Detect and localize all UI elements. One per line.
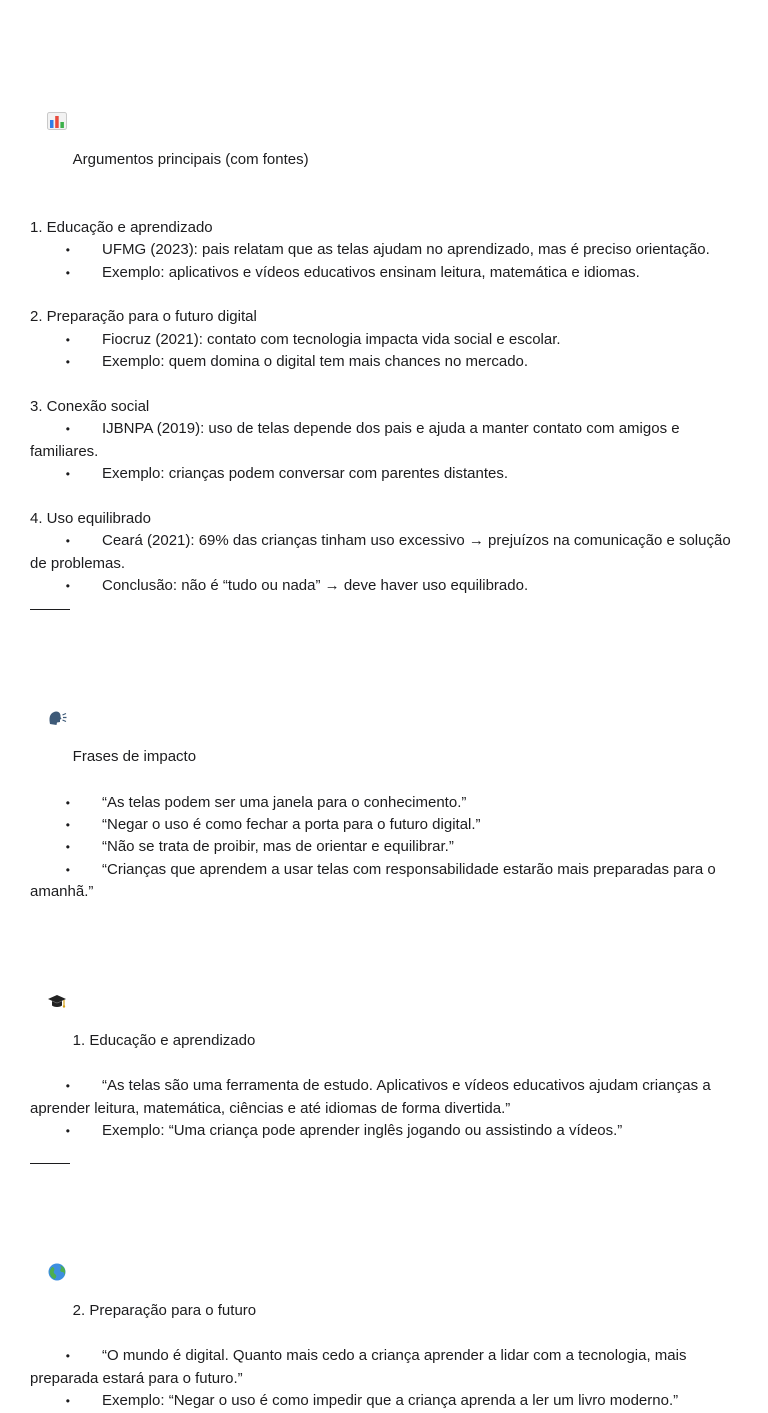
bullet-item: • Exemplo: “Uma criança pode aprender inglês jogando ou assistindo a vídeos.”: [65, 1122, 623, 1140]
bullet-item: • Exemplo: quem domina o digital tem mais chances no mercado.: [65, 353, 529, 371]
section-title-education: [30, 926, 742, 1075]
section-title-arguments: [30, 45, 742, 194]
section-title-text: 2. Preparação para o futuro: [72, 1302, 257, 1320]
bullet-item: • “Negar o uso é como fechar a porta para o futuro digital.”: [65, 815, 481, 833]
bullet-item: • “Crianças que aprendem a usar telas com responsabilidade estarão mais preparadas para o amanhã.”: [30, 860, 716, 901]
section-title-text: 1. Educação e aprendizado: [72, 1032, 256, 1050]
section-title-quotes: [30, 642, 742, 791]
bullet-item: • “Não se trata de proibir, mas de orientar e equilibrar.”: [65, 838, 454, 856]
bullet-item: • Ceará (2021): 69% das crianças tinham uso excessivo → prejuízos na comunicação e solução de problemas.: [30, 532, 731, 572]
bullet-item: • Exemplo: crianças podem conversar com parentes distantes.: [65, 465, 509, 483]
section-title-text: Argumentos principais (com fontes): [72, 151, 309, 169]
argument-heading: 4. Uso equilibrado: [30, 510, 151, 528]
section-title-future: [30, 1196, 742, 1345]
bullet-item: • Conclusão: não é “tudo ou nada” → deve haver uso equilibrado.: [65, 577, 529, 595]
argument-heading: 2. Preparação para o futuro digital: [30, 308, 257, 326]
bullet-item: • Fiocruz (2021): contato com tecnologia impacta vida social e escolar.: [65, 330, 561, 348]
argument-heading: 1. Educação e aprendizado: [30, 218, 213, 236]
bullet-item: • IJBNPA (2019): uso de telas depende dos pais e ajuda a manter contato com amigos e familiares.: [30, 420, 680, 460]
bullet-item: • Exemplo: “Negar o uso é como impedir que a criança aprenda a ler um livro moderno.”: [65, 1392, 679, 1410]
bullet-item: • UFMG (2023): pais relatam que as telas ajudam no aprendizado, mas é preciso orientação.: [65, 241, 710, 259]
divider: [30, 609, 70, 610]
globe-icon: [47, 1218, 67, 1236]
bullet-item: • Exemplo: aplicativos e vídeos educativos ensinam leitura, matemática e idiomas.: [65, 263, 640, 281]
document: [30, 45, 742, 1413]
bullet-item: • “As telas são uma ferramenta de estudo. Aplicativos e vídeos educativos ajudam crianças a aprender leitura, matemática, ciências e até idiomas de forma divertida.”: [30, 1077, 711, 1117]
bar-chart-icon: [47, 67, 67, 85]
divider: [30, 1163, 70, 1164]
bullet-item: • “O mundo é digital. Quanto mais cedo a criança aprender a lidar com a tecnologia, mais preparada estará para o futuro.”: [30, 1347, 687, 1387]
argument-heading: 3. Conexão social: [30, 398, 150, 416]
section-title-text: Frases de impacto: [72, 748, 197, 766]
speaking-head-icon: [47, 664, 67, 682]
bullet-item: • “As telas podem ser uma janela para o conhecimento.”: [65, 793, 467, 811]
graduation-cap-icon: [47, 948, 67, 966]
